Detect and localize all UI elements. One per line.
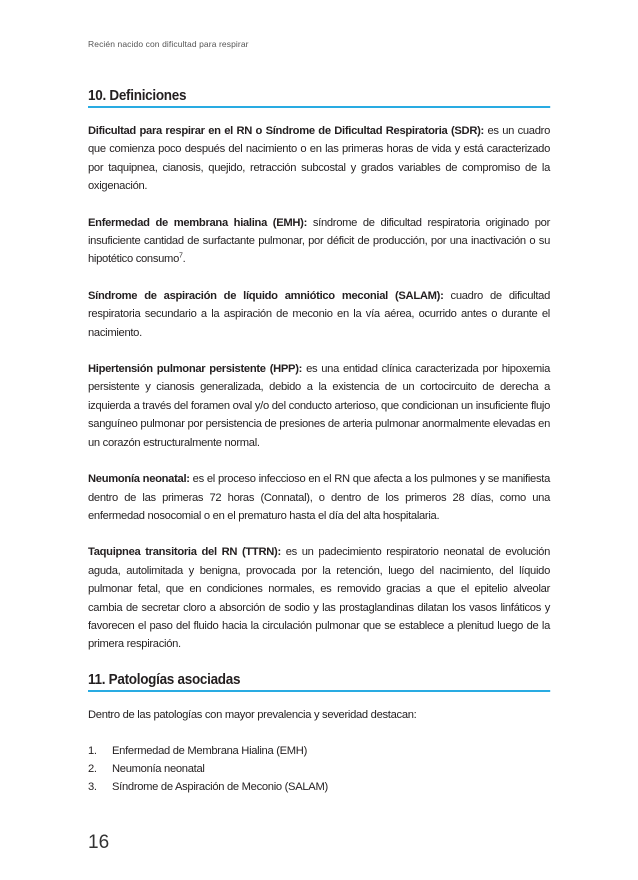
definition-salam [88,287,550,342]
definition-text: es un cuadro que comienza poco después del nacimiento o en las primeras horas de vida y está caracterizado por taquipnea, cianosis, quejido, retracción subcostal y grados variables de compromiso de la oxigenación. [88,125,550,193]
definition-emh [88,214,550,269]
definition-term: Taquipnea transitoria del RN (TTRN): [88,546,281,559]
definition-text: es un padecimiento respiratorio neonatal de evolución aguda, autolimitada y benigna, provocada por la retención, luego del nacimiento, del líquido pulmonar fetal, que en condiciones normales, es removido gracias a que el epitelio alveolar cambia de secretar cloro a absorción de sodio y las prostaglandinas dilatan los vasos linfáticos y favorecen el paso del fluido hacia la circulación pulmonar que se establece a plenitud luego de la primera respiración. [88,546,550,651]
definition-ttrn [88,543,550,653]
definition-tail: . [182,253,186,266]
definition-term: Síndrome de aspiración de líquido amniótico meconial (SALAM): [88,289,444,302]
list-text: Neumonía neonatal [112,762,205,775]
definition-term: Dificultad para respirar en el RN o Síndrome de Dificultad Respiratoria (SDR): [88,125,484,137]
list-item [88,778,550,796]
list-number: 3. [88,780,97,793]
page-number: 16 [88,832,110,853]
definition-text: es una entidad clínica caracterizada por hipoxemia persistente y cianosis generalizada, debido a la existencia de un cortocircuito de derecha a izquierda a través del foramen oval y/o del conducto arterioso, que condicionan un insuficiente flujo sanguíneo pulmonar por persistencia de presiones de arteria pulmonar anormalmente elevadas en un corazón estructuralmente normal. [88,363,550,449]
definition-sdr [88,122,550,196]
definition-neumonia [88,470,550,525]
definition-term: Neumonía neonatal: [88,473,190,486]
page-content [88,88,550,796]
section-title-definiciones: 10. Definiciones [88,88,550,108]
list-item [88,760,550,778]
running-header: Recién nacido con dificultad para respirar [88,39,249,49]
patologias-intro: Dentro de las patologías con mayor prevalencia y severidad destacan: [88,708,417,721]
list-number: 1. [88,744,97,757]
section-title-patologias: 11. Patologías asociadas [88,672,550,692]
list-text: Síndrome de Aspiración de Meconio (SALAM) [112,780,328,793]
list-text: Enfermedad de Membrana Hialina (EMH) [112,744,308,757]
definition-hpp [88,360,550,452]
list-item [88,742,550,760]
footnote-ref: 7 [179,252,183,260]
list-number: 2. [88,762,97,775]
definition-text: es el proceso infeccioso en el RN que afecta a los pulmones y se manifiesta dentro de las primeras 72 horas (Connatal), o dentro de los primeros 28 días, como una enfermedad nosocomial o en el prematuro hasta el día del alta hospitalaria. [88,473,550,522]
definition-term: Hipertensión pulmonar persistente (HPP): [88,363,303,376]
definition-term: Enfermedad de membrana hialina (EMH): [88,216,308,229]
patologias-list [88,742,550,796]
definition-text: cuadro de dificultad respiratoria secundario a la aspiración de meconio en la vía aérea, ocurrido antes o durante el nacimiento. [88,289,550,339]
definition-text: síndrome de dificultad respiratoria originado por insuficiente cantidad de surfactante pulmonar, por déficit de producción, por una inactivación o su hipotético consumo [88,216,550,266]
